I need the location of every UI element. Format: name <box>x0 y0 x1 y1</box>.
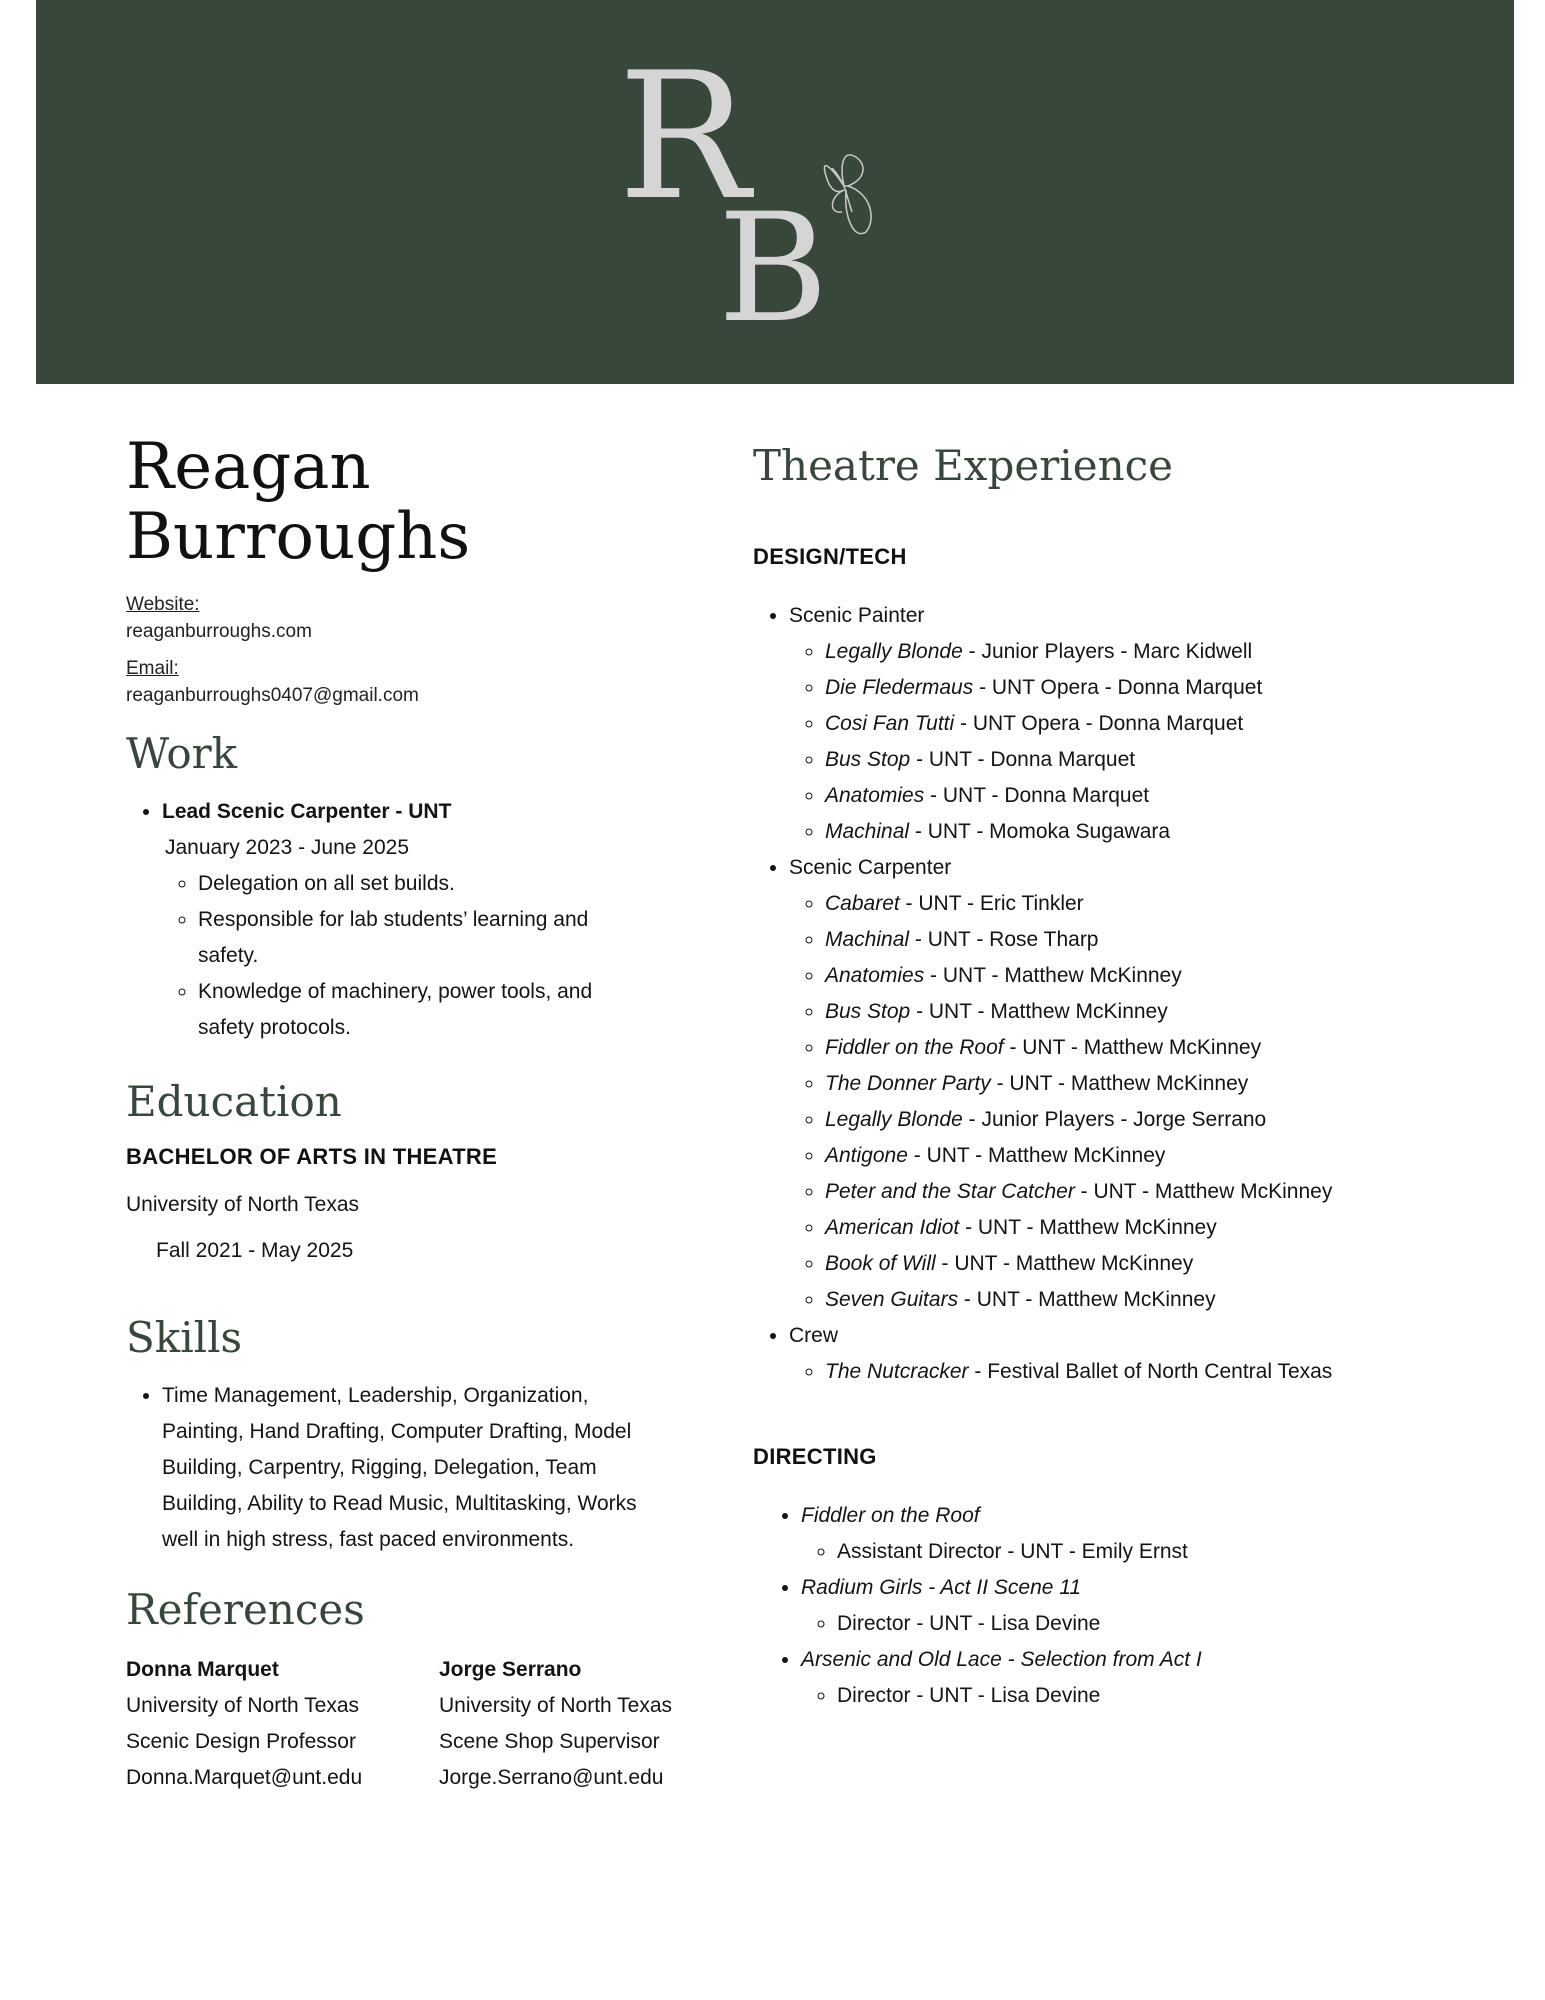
job-title: Lead Scenic Carpenter - UNT <box>162 800 452 823</box>
right-column <box>753 440 1513 1714</box>
reference-email[interactable]: Donna.Marquet@unt.edu <box>126 1766 363 1789</box>
show-title: The Donner Party <box>825 1072 991 1095</box>
monogram-letter-r: R <box>618 36 750 239</box>
directing-role: ◦ Director - UNT - Lisa Devine <box>837 1606 1513 1642</box>
show-title: Seven Guitars <box>825 1288 959 1311</box>
email-link[interactable]: reaganburroughs0407@gmail.com <box>126 685 419 706</box>
directing-item <box>801 1642 1513 1714</box>
skills-list <box>126 1378 652 1558</box>
show-detail: - UNT Opera - Donna Marquet <box>973 676 1263 699</box>
role-item <box>789 850 1513 1318</box>
show-detail: - UNT - Matthew McKinney <box>1003 1036 1262 1059</box>
show-item <box>825 706 1513 742</box>
show-item <box>825 670 1513 706</box>
duty-item: ◦ Knowledge of machinery, power tools, and safety protocols. <box>198 974 598 1046</box>
reference-name: Donna Marquet <box>126 1658 279 1681</box>
show-item <box>825 778 1513 814</box>
directing-item <box>801 1570 1513 1642</box>
show-detail: - UNT - Matthew McKinney <box>959 1216 1217 1239</box>
show-title: Anatomies <box>825 964 925 987</box>
show-detail: - UNT - Rose Tharp <box>909 928 1099 951</box>
show-item <box>825 1030 1513 1066</box>
show-title: Legally Blonde <box>825 1108 963 1131</box>
reference-org: University of North Texas <box>126 1694 360 1717</box>
show-detail: - UNT - Matthew McKinney <box>935 1252 1194 1275</box>
work-list <box>126 794 726 1046</box>
show-title: Antigone <box>825 1144 908 1167</box>
show-title: Cabaret <box>825 892 900 915</box>
theatre-heading: Theatre Experience <box>753 441 1173 490</box>
directing-role-list <box>801 1534 1513 1570</box>
work-heading: Work <box>126 729 238 778</box>
show-title: Fiddler on the Roof <box>825 1036 1004 1059</box>
show-title: Anatomies <box>825 784 925 807</box>
show-title: Machinal <box>825 928 910 951</box>
show-item <box>825 1102 1513 1138</box>
show-detail: - UNT - Matthew McKinney <box>990 1072 1249 1095</box>
website-label: Website: <box>126 594 200 615</box>
job-dates: January 2023 - June 2025 <box>165 836 410 859</box>
reference-card <box>126 1652 439 1796</box>
directing-title: Radium Girls - Act II Scene 11 <box>801 1576 1082 1599</box>
show-detail: - UNT - Donna Marquet <box>910 748 1136 771</box>
design-tech-list <box>753 598 1513 1390</box>
show-item <box>825 1210 1513 1246</box>
show-title: Bus Stop <box>825 1000 911 1023</box>
role-label: Scenic Painter <box>789 604 925 627</box>
left-column <box>126 420 726 1796</box>
show-title: The Nutcracker <box>825 1360 969 1383</box>
school-name: University of North Texas <box>126 1193 360 1216</box>
show-title: American Idiot <box>825 1216 960 1239</box>
reference-org: University of North Texas <box>439 1694 673 1717</box>
show-detail: - UNT - Eric Tinkler <box>899 892 1084 915</box>
monogram-letter-b: B <box>718 182 829 356</box>
first-name: Reagan <box>126 430 371 504</box>
email-label: Email: <box>126 658 179 679</box>
header-band <box>36 0 1514 384</box>
show-title: Die Fledermaus <box>825 676 974 699</box>
show-item <box>825 1282 1513 1318</box>
degree: BACHELOR OF ARTS IN THEATRE <box>126 1144 498 1169</box>
show-item <box>825 1138 1513 1174</box>
directing-list <box>753 1498 1513 1714</box>
education-section <box>126 1076 726 1266</box>
show-detail: - UNT - Matthew McKinney <box>910 1000 1168 1023</box>
show-item <box>825 1174 1513 1210</box>
directing-item <box>801 1498 1513 1570</box>
role-item <box>789 598 1513 850</box>
show-detail: - UNT Opera - Donna Marquet <box>954 712 1244 735</box>
reference-title: Scene Shop Supervisor <box>439 1730 660 1753</box>
show-item <box>825 958 1513 994</box>
show-item <box>825 1354 1513 1390</box>
show-title: Machinal <box>825 820 910 843</box>
directing-role: ◦ Assistant Director - UNT - Emily Ernst <box>837 1534 1513 1570</box>
role-item <box>789 1318 1513 1390</box>
show-title: Bus Stop <box>825 748 911 771</box>
last-name: Burroughs <box>126 500 471 574</box>
butterfly-icon <box>824 155 871 234</box>
show-item <box>825 922 1513 958</box>
skills-heading: Skills <box>126 1313 243 1362</box>
show-detail: - UNT - Matthew McKinney <box>924 964 1182 987</box>
show-item <box>825 886 1513 922</box>
directing-title: Arsenic and Old Lace - Selection from Act I <box>801 1648 1202 1671</box>
references-grid <box>126 1652 726 1796</box>
show-item <box>825 814 1513 850</box>
show-detail: - Junior Players - Jorge Serrano <box>962 1108 1267 1131</box>
show-item <box>825 994 1513 1030</box>
show-list <box>789 634 1513 850</box>
reference-card <box>439 1652 672 1796</box>
work-section <box>126 728 726 1046</box>
directing-role: ◦ Director - UNT - Lisa Devine <box>837 1678 1513 1714</box>
job-item <box>162 794 726 1046</box>
show-detail: - UNT - Matthew McKinney <box>907 1144 1166 1167</box>
show-title: Peter and the Star Catcher <box>825 1180 1075 1203</box>
show-detail: - UNT - Momoka Sugawara <box>909 820 1171 843</box>
candidate-name <box>126 432 726 572</box>
skills-section <box>126 1312 726 1558</box>
show-title: Legally Blonde <box>825 640 963 663</box>
show-item <box>825 1246 1513 1282</box>
duty-item: ◦ Delegation on all set builds. <box>198 866 598 902</box>
reference-name: Jorge Serrano <box>439 1658 582 1681</box>
directing-role-list <box>801 1606 1513 1642</box>
reference-title: Scenic Design Professor <box>126 1730 356 1753</box>
show-title: Cosi Fan Tutti <box>825 712 955 735</box>
show-title: Book of Will <box>825 1252 936 1275</box>
show-detail: - UNT - Matthew McKinney <box>1074 1180 1333 1203</box>
design-tech-heading: DESIGN/TECH <box>753 544 907 569</box>
directing-title: Fiddler on the Roof <box>801 1504 980 1527</box>
show-detail: - UNT - Matthew McKinney <box>958 1288 1216 1311</box>
education-heading: Education <box>126 1077 342 1126</box>
show-detail: - UNT - Donna Marquet <box>924 784 1150 807</box>
reference-email[interactable]: Jorge.Serrano@unt.edu <box>439 1766 664 1789</box>
references-heading: References <box>126 1585 365 1634</box>
monogram-logo <box>36 0 1514 384</box>
education-dates: Fall 2021 - May 2025 <box>156 1239 354 1262</box>
role-label: Crew <box>789 1324 839 1347</box>
job-duties <box>162 866 598 1046</box>
directing-heading: DIRECTING <box>753 1444 877 1469</box>
skills-item: • Time Management, Leadership, Organization, Painting, Hand Drafting, Computer Drafting, Model Building, Carpentry, Rigging, Delegation, Team Building, Ability to Read Music, Multitasking, Works well in high stress, fast paced environments. <box>162 1378 652 1558</box>
show-item <box>825 742 1513 778</box>
references-section <box>126 1584 726 1796</box>
show-item <box>825 1066 1513 1102</box>
show-list <box>789 1354 1513 1390</box>
duty-item: ◦ Responsible for lab students’ learning and safety. <box>198 902 598 974</box>
show-detail: - Festival Ballet of North Central Texas <box>968 1360 1333 1383</box>
directing-role-list <box>801 1678 1513 1714</box>
role-label: Scenic Carpenter <box>789 856 952 879</box>
website-link[interactable]: reaganburroughs.com <box>126 621 312 642</box>
show-item <box>825 634 1513 670</box>
show-detail: - Junior Players - Marc Kidwell <box>962 640 1253 663</box>
show-list <box>789 886 1513 1318</box>
